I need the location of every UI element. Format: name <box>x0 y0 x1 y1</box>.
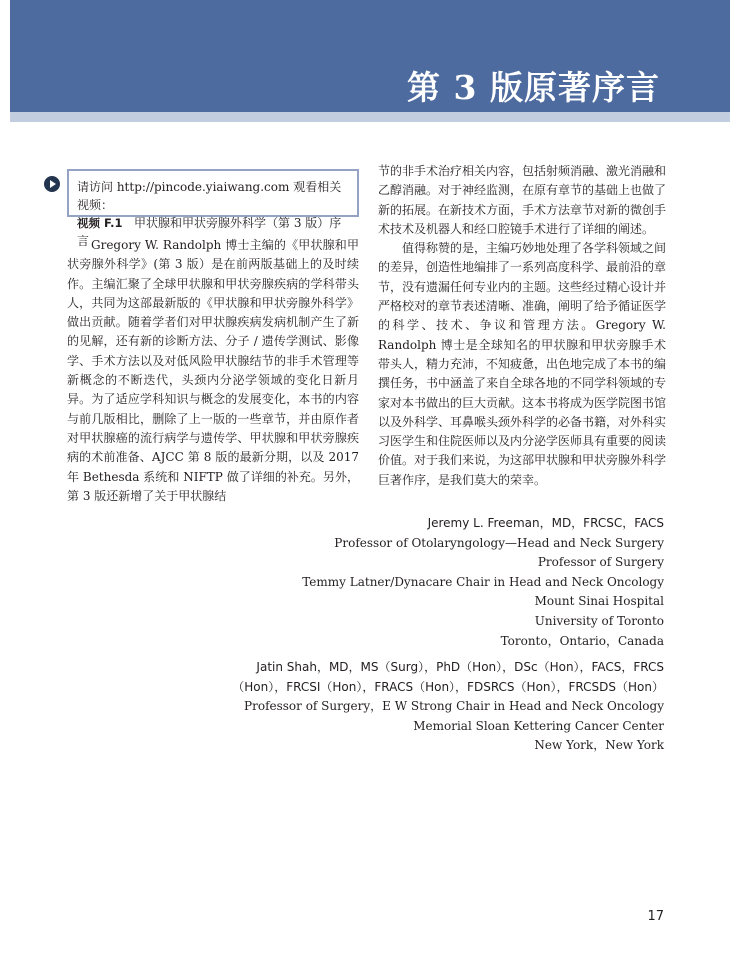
signature-line: Professor of Otolaryngology—Head and Neck Surgery <box>334 535 664 550</box>
signature-name: Jatin Shah，MD，MS（Surg），PhD（Hon），DSc（Hon），FACS，FRCS <box>256 660 664 674</box>
header-rule <box>10 112 730 122</box>
signature-line: Professor of Surgery <box>537 555 664 570</box>
signature-line: New York，New York <box>534 738 664 753</box>
signature-freeman <box>302 514 664 651</box>
video-label: 视频 F.1 <box>77 216 123 230</box>
paragraph-1-continued: 节的非手术治疗相关内容，包括射频消融、激光消融和乙醇消融。对于神经监测，在原有章节的基础上也做了新的拓展。在新技术方面，手术方法章节对新的微创手术技术及机器人和经口腔镜手术进行了详细的阐述。 <box>378 164 667 236</box>
signature-line: Temmy Latner/Dynacare Chair in Head and Neck Oncology <box>302 574 664 589</box>
paragraph-2: 值得称赞的是，主编巧妙地处理了各学科领域之间的差异，创造性地编排了一系列高度科学、最前沿的章节，没有遗漏任何专业内的主题。这些经过精心设计并严格校对的章节表述清晰、准确，阐明了给予循证医学的科学、技术、争议和管理方法。Gregory W. Randolph 博士是全球知名的甲状腺和甲状旁腺手术带头人，精力充沛，不知疲惫，出色地完成了本书的编撰任务，书中涵盖了来自全球各地的不同学科领域的专家对本书做出的巨大贡献。这本书将成为医学院图书馆以及外科学、耳鼻喉头颈外科学的必备书籍，对外科实习医学生和住院医师以及内分泌学医师具有重要的阅读价值。对于我们来说，为这部甲状腺和甲状旁腺外科学巨著作序，是我们莫大的荣幸。 <box>378 241 667 487</box>
signature-line: Mount Sinai Hospital <box>534 594 664 609</box>
paragraph-1: Gregory W. Randolph 博士主编的《甲状腺和甲状旁腺外科学》(第 3 版）是在前两版基础上的及时续作。主编汇聚了全球甲状腺和甲状旁腺疾病的学科带头人，共同为这部最新版的《甲状腺和甲状旁腺外科学》做出贡献。随着学者们对甲状腺疾病发病机制产生了新的见解，还有新的诊断方法、分子 / 遗传学测试、影像学、手术方法以及对低风险甲状腺结节的非手术管理等新概念的不断迭代，头颈内分泌学领域的变化日新月异。为了适应学科知识与概念的发展变化，本书的内容与前几版相比，删除了上一版的一些章节，并由原作者对甲状腺癌的流行病学与遗传学、甲状腺和甲状旁腺疾病的术前准备、AJCC 第 8 版的最新分期，以及 2017 年 Bethesda 系统和 NIFTP 做了详细的补充。另外，第 3 版还新增了关于甲状腺结 <box>67 238 359 503</box>
signature-shah <box>232 658 664 756</box>
page-number: 17 <box>647 909 664 924</box>
page-title: 第 3 版原著序言 <box>407 68 660 107</box>
signature-line: Toronto，Ontario，Canada <box>500 633 664 648</box>
signature-line: Memorial Sloan Kettering Cancer Center <box>413 718 664 733</box>
video-link-box[interactable] <box>67 169 359 248</box>
signature-line: Professor of Surgery，E W Strong Chair in Head and Neck Oncology <box>244 699 664 714</box>
play-video-icon[interactable] <box>44 176 60 192</box>
video-title: 甲状腺和甲状旁腺外科学（第 3 版）序言 <box>77 216 342 248</box>
signature-name: Jeremy L. Freeman，MD，FRCSC，FACS <box>427 516 664 530</box>
video-link-text[interactable]: 请访问 http://pincode.yiaiwang.com 观看相关视频： <box>77 180 342 212</box>
signature-line: University of Toronto <box>534 613 664 628</box>
signature-name: （Hon），FRCSI（Hon），FRACS（Hon），FDSRCS（Hon），FRCSDS（Hon） <box>232 679 664 694</box>
right-column <box>378 162 666 490</box>
left-column <box>67 236 359 506</box>
